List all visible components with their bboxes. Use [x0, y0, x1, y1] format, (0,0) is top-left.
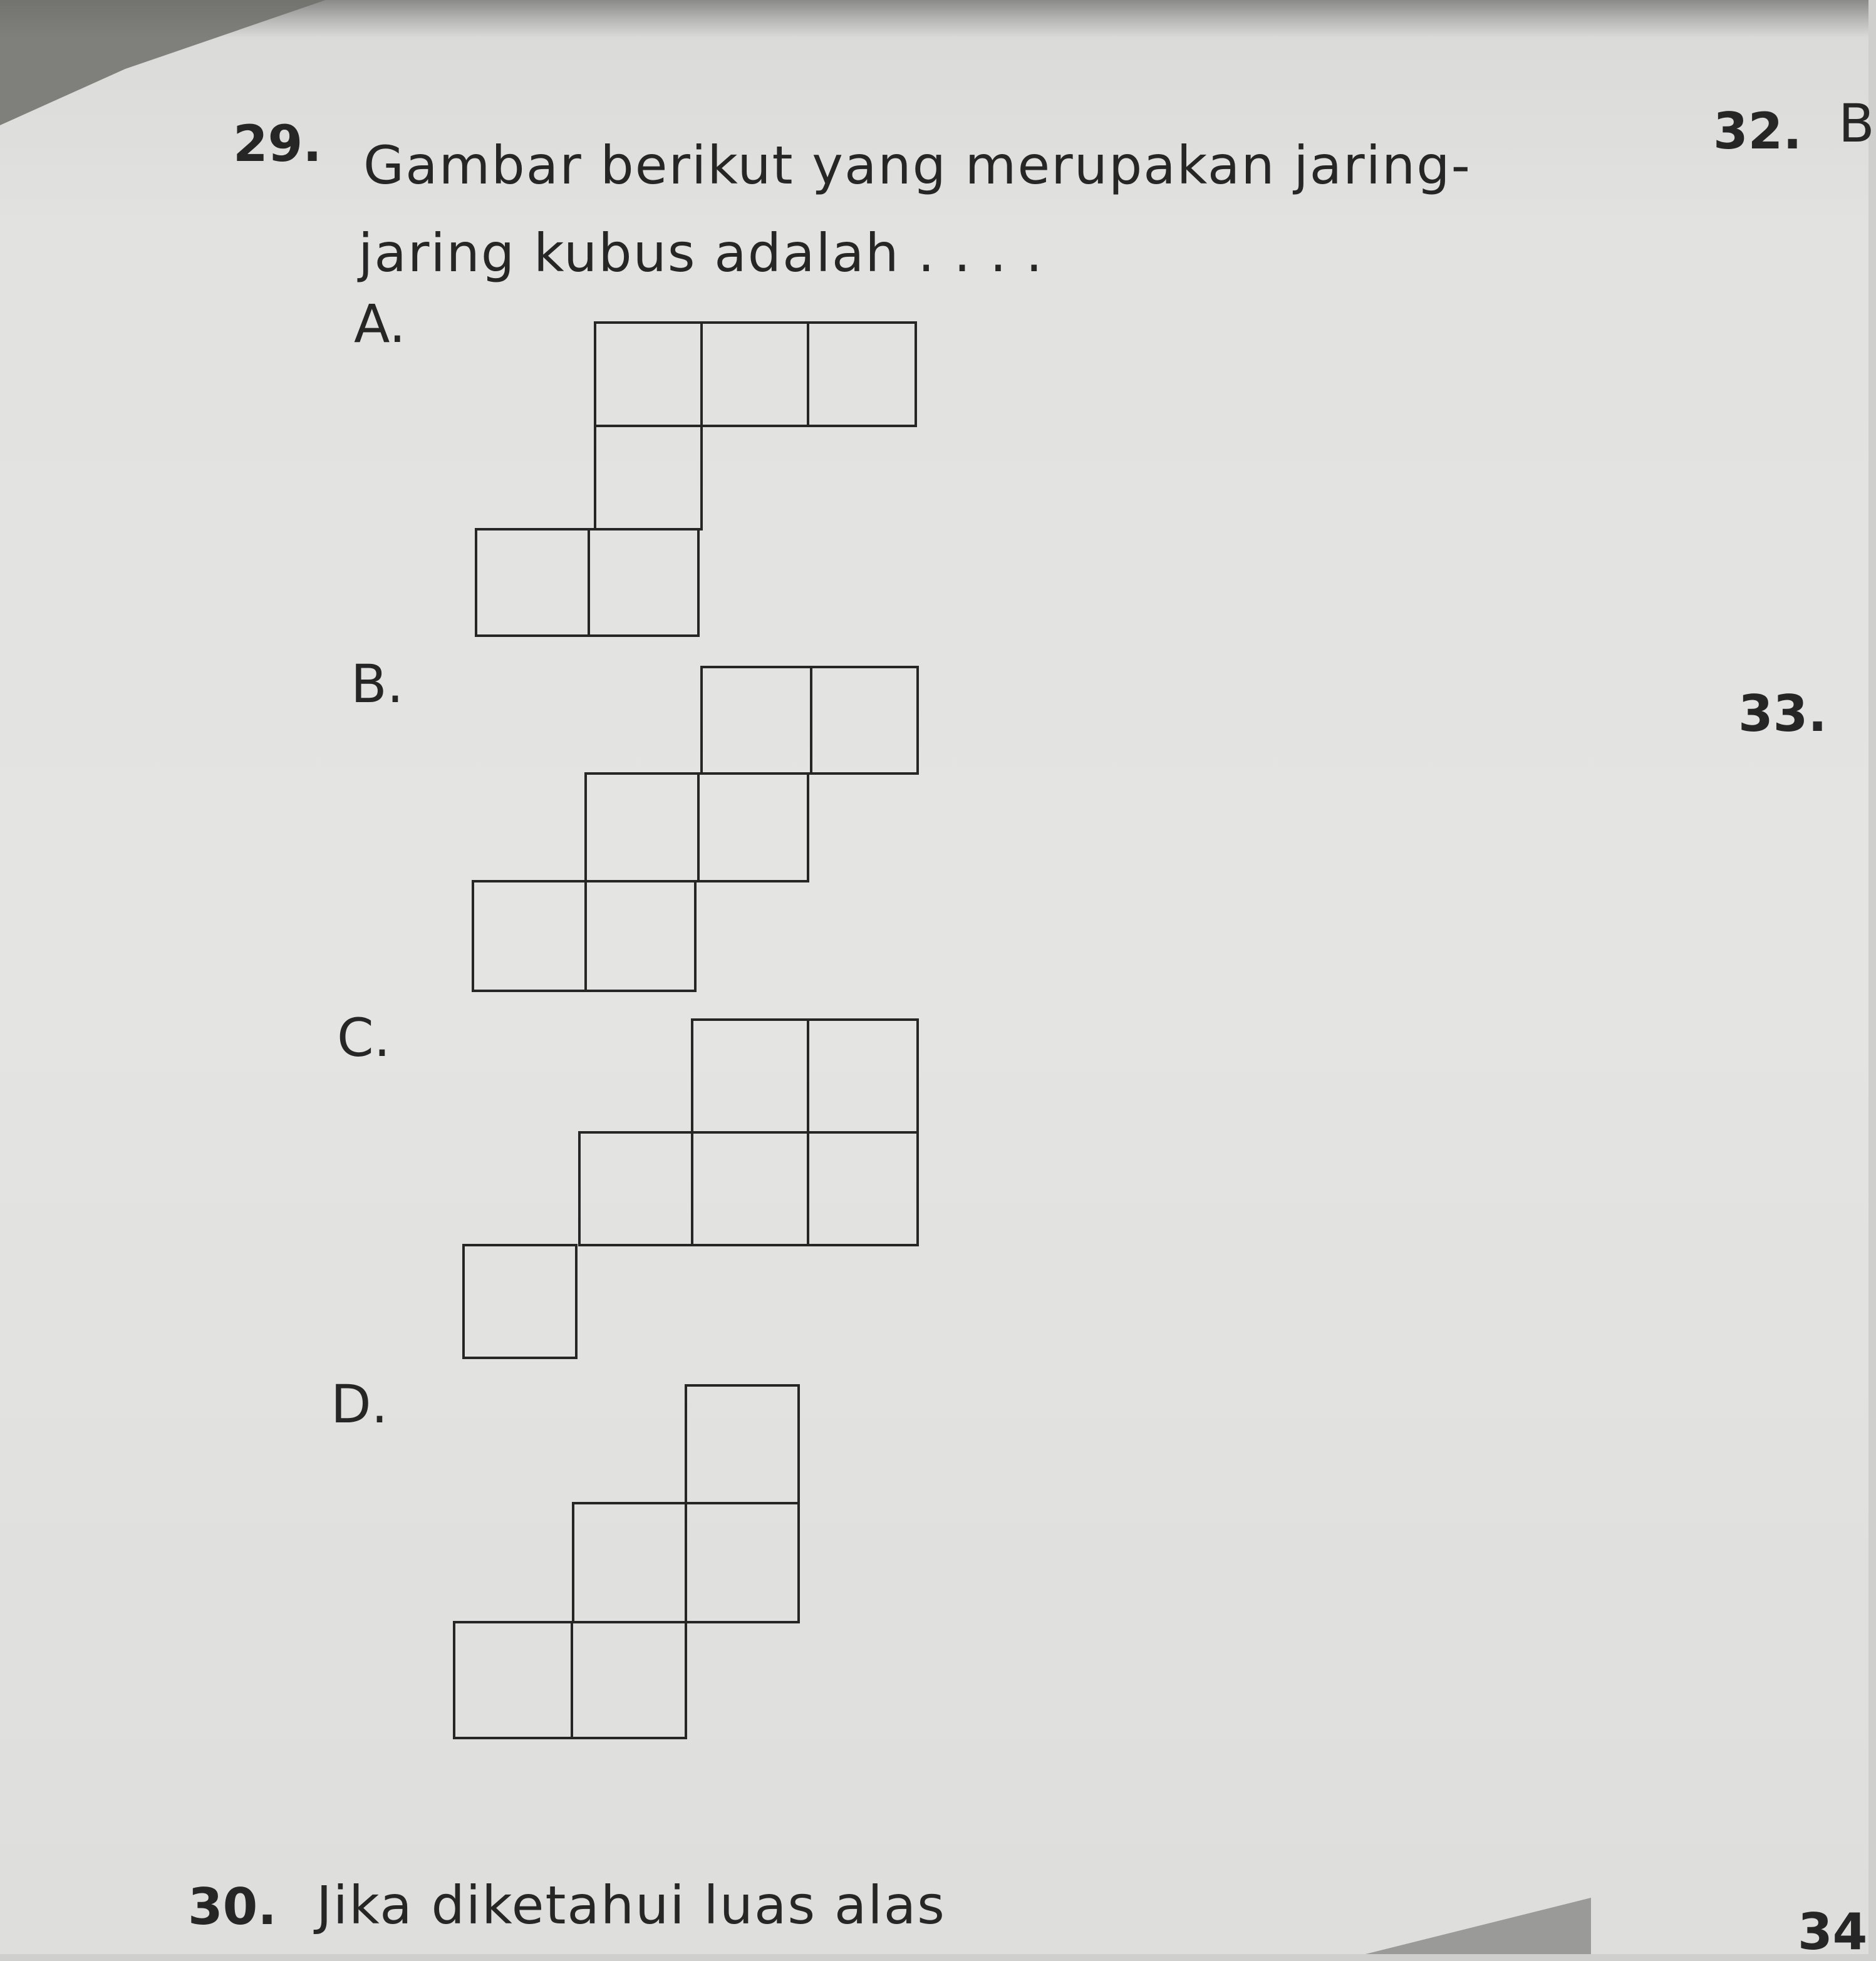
question-29-text-line1: Gambar berikut yang merupakan jaring- — [363, 135, 1471, 196]
net-d-square — [686, 1385, 799, 1503]
net-b-square — [698, 774, 808, 881]
net-b-square — [586, 774, 698, 881]
question-32-fragment: B — [1838, 93, 1876, 154]
question-32-number: 32. — [1713, 102, 1802, 160]
net-a-square — [595, 426, 702, 529]
net-c-square — [464, 1245, 576, 1358]
net-b-square — [586, 881, 695, 991]
question-29-text-line2: jaring kubus adalah . . . . — [358, 222, 1044, 284]
net-option-d — [454, 1385, 799, 1738]
net-b-square — [473, 881, 586, 991]
net-option-c — [464, 1020, 918, 1358]
net-d-square — [454, 1622, 572, 1738]
net-d-square — [572, 1622, 686, 1738]
question-34-number: 34 — [1798, 1903, 1868, 1961]
net-d-square — [573, 1503, 686, 1622]
net-a-square — [589, 529, 698, 636]
net-c-square — [579, 1132, 692, 1245]
net-option-a — [476, 323, 916, 636]
net-a-square — [808, 323, 916, 426]
option-c-label: C. — [337, 1007, 391, 1068]
net-b-square — [811, 667, 918, 774]
net-d-square — [686, 1503, 799, 1622]
question-33-number: 33. — [1738, 685, 1827, 743]
net-a-square — [702, 323, 808, 426]
option-b-label: B. — [351, 653, 404, 715]
net-b-square — [702, 667, 811, 774]
net-c-square — [692, 1132, 808, 1245]
net-c-square — [808, 1020, 918, 1132]
option-a-label: A. — [354, 293, 406, 354]
option-d-label: D. — [331, 1374, 388, 1435]
net-a-square — [595, 323, 702, 426]
net-a-square — [476, 529, 589, 636]
question-30-number: 30. — [188, 1878, 277, 1936]
question-29-number: 29. — [233, 115, 322, 173]
net-c-square — [808, 1132, 918, 1245]
question-30-text-line1: Jika diketahui luas alas — [316, 1875, 946, 1936]
net-option-b — [473, 667, 918, 991]
net-c-square — [692, 1020, 808, 1132]
